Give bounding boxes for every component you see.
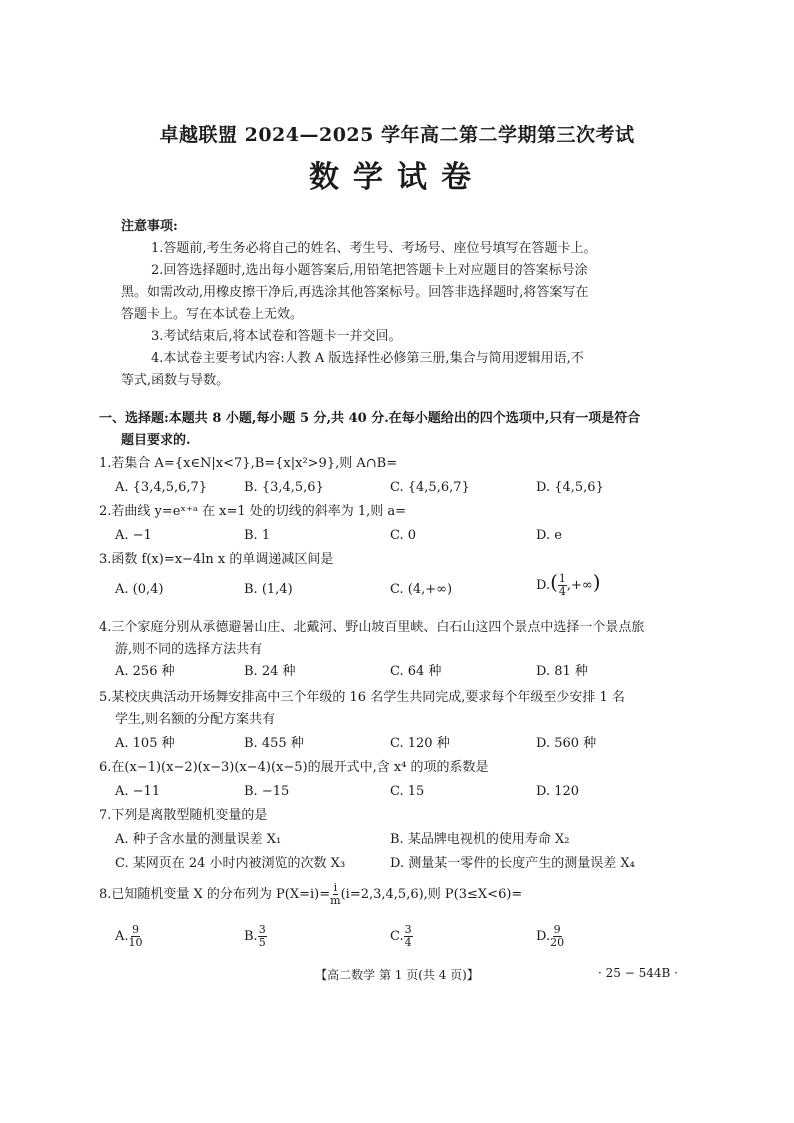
notice-item-2: 2.回答选择题时,选出每小题答案后,用铅笔把答题卡上对应题目的答案标号涂 [151, 263, 588, 278]
question-1-stem: 1.若集合 A={x∈N|x<7},B={x|x²>9},则 A∩B= [99, 456, 398, 471]
fraction-denominator: m [330, 894, 341, 907]
question-4-option-a: A. 256 种 [115, 664, 175, 679]
question-3-option-d-rest: ,+∞ [566, 578, 593, 593]
fraction-numerator: i [333, 881, 338, 894]
question-4-option-c: C. 64 种 [390, 664, 442, 679]
notice-item-2-cont: 黑。如需改动,用橡皮擦干净后,再选涂其他答案标号。回答非选择题时,将答案写在 [121, 285, 589, 300]
page-footer: 【高二数学 第 1 页(共 4 页)】 [315, 968, 479, 982]
fraction-numerator: 1 [558, 572, 566, 585]
notice-item-4: 4.本试卷主要考试内容:人教 A 版选择性必修第三册,集合与简用逻辑用语,不 [151, 351, 584, 366]
question-8-option-a [115, 924, 143, 949]
question-7-option-a: A. 种子含水量的测量误差 X₁ [115, 832, 282, 847]
question-3-option-a: A. (0,4) [115, 582, 164, 597]
question-3-option-d: D.( $\frac{1}{4}$ ,+∞) [536, 570, 601, 598]
fraction-denominator: 4 [404, 936, 412, 949]
question-1-option-c: C. {4,5,6,7} [390, 480, 470, 495]
question-4-option-b: B. 24 种 [244, 664, 296, 679]
exam-code: · 25 − 544B · [598, 966, 678, 980]
question-7-stem: 7.下列是离散型随机变量的是 [99, 808, 268, 823]
question-4-stem: 4.三个家庭分别从承德避暑山庄、北戴河、野山坡百里峡、白石山这四个景点中选择一个景点旅 [99, 620, 645, 635]
question-5-option-a: A. 105 种 [115, 736, 175, 751]
question-8-option-c [390, 924, 413, 949]
fraction-numerator: 3 [404, 923, 412, 936]
fraction-denominator: 5 [258, 936, 266, 949]
fraction [330, 882, 340, 907]
notice-heading: 注意事项: [121, 219, 178, 234]
fraction-denominator: 10 [128, 936, 143, 949]
question-3-option-b: B. (1,4) [244, 582, 293, 597]
question-3-stem: 3.函数 f(x)=x−4ln x 的单调递减区间是 [99, 552, 334, 567]
question-8-stem-end: (i=2,3,4,5,6),则 P(3≤X<6)= [340, 887, 523, 902]
question-7-option-b: B. 某品牌电视机的使用寿命 X₂ [390, 832, 570, 847]
question-3-option-c: C. (4,+∞) [390, 582, 453, 597]
question-4-option-d: D. 81 种 [536, 664, 588, 679]
option-label: B. [244, 929, 258, 944]
fraction-numerator: 9 [553, 923, 561, 936]
question-7-option-d: D. 测量某一零件的长度产生的测量误差 X₄ [390, 856, 635, 871]
exam-subtitle: 数学试卷 [309, 160, 485, 195]
question-6-option-b: B. −15 [244, 784, 290, 799]
question-5-option-b: B. 455 种 [244, 736, 304, 751]
notice-item-1: 1.答题前,考生务必将自己的姓名、考生号、考场号、座位号填写在答题卡上。 [151, 241, 597, 256]
question-6-option-c: C. 15 [390, 784, 425, 799]
notice-item-4-cont: 等式,函数与导数。 [121, 373, 230, 388]
question-7-option-c: C. 某网页在 24 小时内被浏览的次数 X₃ [115, 856, 346, 871]
question-2-option-c: C. 0 [390, 528, 417, 543]
question-1-option-a: A. {3,4,5,6,7} [115, 480, 208, 495]
question-2-option-d: D. e [536, 528, 562, 543]
question-8-option-b [244, 924, 267, 949]
question-8-stem [99, 882, 522, 907]
question-6-stem: 6.在(x−1)(x−2)(x−3)(x−4)(x−5)的展开式中,含 x⁴ 的项的系数是 [99, 760, 489, 775]
fraction-denominator: 4 [558, 585, 566, 598]
question-2-option-b: B. 1 [244, 528, 271, 543]
fraction-numerator: 3 [258, 923, 266, 936]
question-6-option-d: D. 120 [536, 784, 580, 799]
question-3-option-d-label: D. [536, 578, 551, 593]
fraction [558, 573, 567, 598]
fraction-denominator: 20 [550, 936, 565, 949]
question-2-stem: 2.若曲线 y=eˣ⁺ᵃ 在 x=1 处的切线的斜率为 1,则 a= [99, 504, 407, 519]
exam-title: 卓越联盟 2024—2025 学年高二第二学期第三次考试 [159, 124, 635, 146]
section-heading-cont: 题目要求的. [121, 433, 191, 448]
fraction [550, 924, 564, 949]
question-8-stem-start: 8.已知随机变量 X 的分布列为 P(X=i)= [99, 887, 331, 902]
option-label: C. [390, 929, 404, 944]
section-heading: 一、选择题:本题共 8 小题,每小题 5 分,共 40 分.在每小题给出的四个选项中,只有一项是符合 [99, 411, 641, 426]
question-2-option-a: A. −1 [115, 528, 152, 543]
option-label: D. [536, 929, 551, 944]
question-5-stem: 5.某校庆典活动开场舞安排高中三个年级的 16 名学生共同完成,要求每个年级至少安排 1 名 [99, 690, 625, 705]
fraction-numerator: 9 [132, 923, 140, 936]
question-8-option-d [536, 924, 564, 949]
question-5-option-d: D. 560 种 [536, 736, 597, 751]
question-1-option-d: D. {4,5,6} [536, 480, 604, 495]
question-5-option-c: C. 120 种 [390, 736, 450, 751]
question-4-stem-cont: 游,则不同的选择方法共有 [115, 642, 263, 657]
notice-item-3: 3.考试结束后,将本试卷和答题卡一并交回。 [151, 329, 402, 344]
option-label: A. [115, 929, 129, 944]
question-6-option-a: A. −11 [115, 784, 161, 799]
fraction [404, 924, 413, 949]
fraction [129, 924, 143, 949]
question-5-stem-cont: 学生,则名额的分配方案共有 [115, 712, 276, 727]
question-1-option-b: B. {3,4,5,6} [244, 480, 324, 495]
notice-item-2-cont2: 答题卡上。写在本试卷上无效。 [121, 307, 304, 322]
fraction [258, 924, 267, 949]
